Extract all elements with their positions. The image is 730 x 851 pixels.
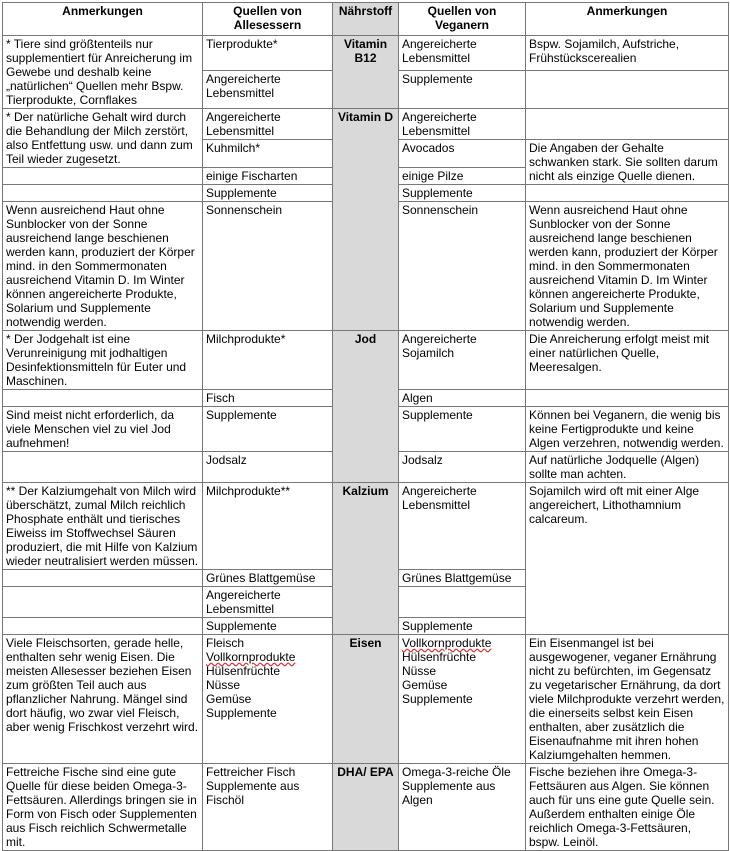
note-left: * Tiere sind größtenteils nur supplementiert für Anreicherung im Gewebe und deshalb keine „natürlichen“ Quellen mehr Bspw. Tierprodukte, Cornflakes (3, 36, 203, 109)
nutrient-name: Vitamin B12 (333, 36, 399, 109)
vegan-source: Algen (399, 390, 526, 407)
note-right (526, 109, 729, 140)
note-left: ** Der Kalziumgehalt von Milch wird überschätzt, zumal Milch reichlich Phosphate enthält und tierisches Eiweiss im Stoffwechsel Säuren produziert, die mit Hilfe von Kalzium wieder neutralisiert werden müssen. (3, 483, 203, 570)
nutrient-name: DHA/ EPA (333, 764, 399, 851)
note-right: Sojamilch wird oft mit einer Alge angereichert, Lithothamnium calcareum. (526, 483, 729, 635)
note-right (526, 71, 729, 109)
note-right: Die Angaben der Gehalte schwanken stark. Sie sollten darum nicht als einzige Quelle dienen. (526, 140, 729, 185)
vegan-source: Vollkornprodukte (402, 636, 492, 650)
vegan-source: Hülsenfrüchte (402, 650, 477, 664)
vegan-source: Avocados (399, 140, 526, 168)
vegan-source: Nüsse (402, 664, 437, 678)
nutrient-sources-table (2, 2, 729, 851)
header-vegan-sources: Quellen von Veganern (399, 3, 526, 36)
note-left: Viele Fleischsorten, gerade helle, enthalten sehr wenig Eisen. Die meisten Allesesser beziehen Eisen zum größten Teil auch aus pflanzlicher Nahrung. Mängel sind dort häufig, wo zwar viel Fleisch, aber wenig Frischkost verzehrt wird. (3, 635, 203, 764)
omni-source: Kuhmilch* (203, 140, 333, 168)
omni-source: Angereicherte Lebensmittel (203, 71, 333, 109)
omni-source: Angereicherte Lebensmittel (203, 587, 333, 618)
table-row (3, 483, 729, 570)
header-nutrient: Nährstoff (333, 3, 399, 36)
note-right: Können bei Veganern, die wenig bis keine Fertigprodukte und keine Algen verzehren, notwendig werden. (526, 407, 729, 452)
omni-source: Gemüse (206, 692, 252, 706)
note-right: Ein Eisenmangel ist bei ausgewogener, veganer Ernährung nicht zu befürchten, im Gegensatz zu vegetarischer Ernährung, da dort viele Milchprodukte verzehrt werden, die einerseits selbst kein Eisen enthalten, aber zusätzlich die Eisenaufnahme mit ihren hohen Kalziumgehalten hemmen. (526, 635, 729, 764)
note-left (3, 168, 203, 185)
note-right: Auf natürliche Jodquelle (Algen) sollte man achten. (526, 452, 729, 483)
vegan-source: Supplemente (399, 618, 526, 635)
vegan-source: Supplemente (399, 185, 526, 202)
vegan-source-list (399, 764, 526, 851)
note-left: * Der Jodgehalt ist eine Verunreinigung mit jodhaltigen Desinfektionsmitteln für Euter und Maschinen. (3, 331, 203, 390)
omni-source: Supplemente (206, 706, 277, 720)
nutrient-name: Vitamin D (333, 109, 399, 331)
note-left (3, 390, 203, 407)
omni-source: Hülsenfrüchte (206, 664, 281, 678)
omni-source: Supplemente (203, 185, 333, 202)
omni-source-list (203, 764, 333, 851)
omni-source: Tierprodukte* (203, 36, 333, 71)
vegan-source: Supplemente (402, 692, 473, 706)
vegan-source: Angereicherte Lebensmittel (399, 483, 526, 570)
note-left: Wenn ausreichend Haut ohne Sunblocker von der Sonne ausreichend lange beschienen werden kann, produziert der Körper mind. in den Sommermonaten ausreichend Vitamin D. Im Winter können angereicherte Produkte, Solarium und Supplemente notwendig werden. (3, 202, 203, 331)
header-right-notes: Anmerkungen (526, 3, 729, 36)
table-row (3, 36, 729, 71)
omni-source: Grünes Blattgemüse (203, 570, 333, 587)
nutrient-name: Kalzium (333, 483, 399, 635)
note-left (3, 587, 203, 618)
note-right: Wenn ausreichend Haut ohne Sunblocker von der Sonne ausreichend lange beschienen werden kann, produziert der Körper mind. in den Sommermonaten ausreichend Vitamin D. Im Winter können angereicherte Produkte, Solarium und Supplemente notwendig werden. (526, 202, 729, 331)
vegan-source: Supplemente (399, 407, 526, 452)
omni-source: Vollkornprodukte (206, 650, 296, 664)
vegan-source: Grünes Blattgemüse (399, 570, 526, 587)
omni-source: einige Fischarten (203, 168, 333, 185)
omni-source: Angereicherte Lebensmittel (203, 109, 333, 140)
note-right: Bspw. Sojamilch, Aufstriche, Frühstückscerealien (526, 36, 729, 71)
vegan-source: einige Pilze (399, 168, 526, 185)
header-left-notes: Anmerkungen (3, 3, 203, 36)
vegan-source: Angereicherte Lebensmittel (399, 36, 526, 71)
vegan-source: Supplemente aus Algen (402, 779, 496, 807)
vegan-source: Supplemente (399, 71, 526, 109)
header-row (3, 3, 729, 36)
note-left: Fettreiche Fische sind eine gute Quelle für diese beiden Omega-3-Fettsäuren. Allerdings bringen sie in Form von Fisch oder Supplementen aus Fisch reichlich Schwermetalle mit. (3, 764, 203, 851)
vegan-source (399, 587, 526, 618)
omni-source-list (203, 635, 333, 764)
note-left (3, 618, 203, 635)
omni-source: Supplemente (203, 618, 333, 635)
nutrient-name: Jod (333, 331, 399, 483)
omni-source: Fisch (203, 390, 333, 407)
note-right: Fische beziehen ihre Omega-3-Fettsäuren aus Algen. Sie können auch für uns eine gute Quelle sein. Außerdem enthalten einige Öle reichlich Omega-3-Fettsäuren, bspw. Leinöl. (526, 764, 729, 851)
header-omni-sources: Quellen von Allesessern (203, 3, 333, 36)
omni-source: Supplemente aus Fischöl (206, 779, 300, 807)
table-row (3, 635, 729, 764)
omni-source: Nüsse (206, 678, 241, 692)
note-right: Die Anreicherung erfolgt meist mit einer natürlichen Quelle, Meeresalgen. (526, 331, 729, 390)
note-left (3, 185, 203, 202)
vegan-source: Angereicherte Lebensmittel (399, 109, 526, 140)
table-row (3, 109, 729, 140)
vegan-source: Jodsalz (399, 452, 526, 483)
omni-source: Fettreicher Fisch (206, 765, 296, 779)
vegan-source: Omega-3-reiche Öle (402, 765, 511, 779)
omni-source: Milchprodukte* (203, 331, 333, 390)
note-left: * Der natürliche Gehalt wird durch die Behandlung der Milch zerstört, also Entfettung usw. und dann zum Teil wieder zugesetzt. (3, 109, 203, 168)
table-row (3, 331, 729, 390)
note-right (526, 185, 729, 202)
omni-source: Supplemente (203, 407, 333, 452)
vegan-source: Sonnenschein (399, 202, 526, 331)
omni-source: Sonnenschein (203, 202, 333, 331)
omni-source: Milchprodukte** (203, 483, 333, 570)
omni-source: Fleisch (206, 636, 245, 650)
nutrient-name: Eisen (333, 635, 399, 764)
note-left (3, 452, 203, 483)
vegan-source: Gemüse (402, 678, 448, 692)
vegan-source: Angereicherte Sojamilch (399, 331, 526, 390)
note-left: Sind meist nicht erforderlich, da viele Menschen viel zu viel Jod aufnehmen! (3, 407, 203, 452)
note-right (526, 390, 729, 407)
table-row (3, 764, 729, 851)
vegan-source-list (399, 635, 526, 764)
omni-source: Jodsalz (203, 452, 333, 483)
note-left (3, 570, 203, 587)
